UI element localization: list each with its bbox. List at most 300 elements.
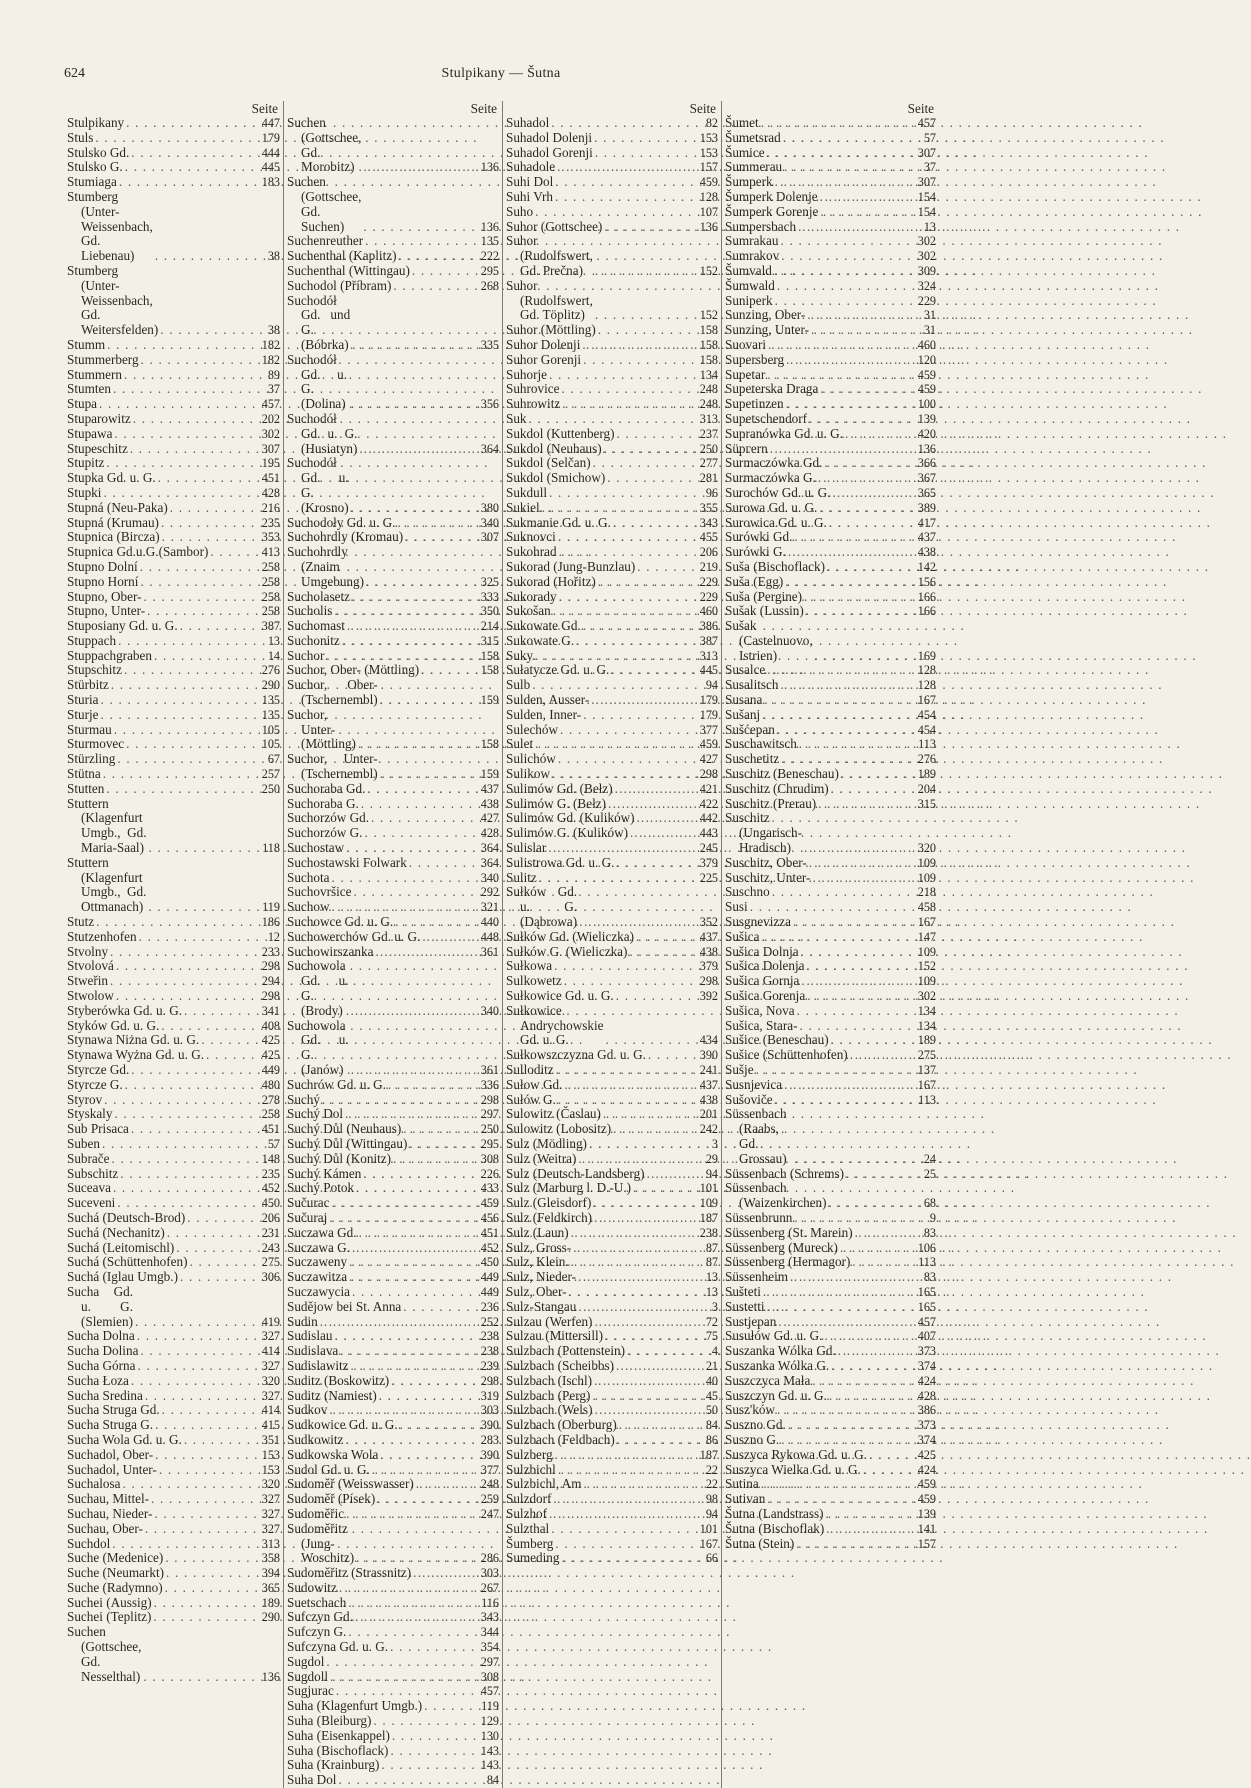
entry-place-name: Suszno Gd. (725, 1417, 786, 1433)
dot-leader (562, 397, 698, 412)
index-entry (725, 678, 936, 693)
entry-page-number: 450 (480, 1255, 499, 1270)
entry-place-name: Sulz (Feldkirch) (506, 1209, 593, 1225)
index-entry (506, 220, 718, 235)
entry-page-number: 343 (699, 515, 718, 530)
entry-page-number: 235 (261, 515, 280, 530)
dot-leader (399, 249, 479, 264)
entry-place-name: Suczaweny (287, 1254, 348, 1270)
entry-place-name: Stynawa Wyżna Gd. u. G. (67, 1047, 205, 1063)
entry-place-name: Stumm (67, 336, 106, 352)
entry-page-number: 248 (699, 382, 718, 397)
entry-page-number: 153 (699, 130, 718, 145)
index-entry (67, 1537, 280, 1552)
entry-place-name: Sutina (725, 1476, 759, 1492)
dot-leader (846, 1167, 922, 1182)
entry-page-number: 248 (480, 1477, 499, 1492)
entry-place-name: Stutzenhofen (67, 928, 137, 944)
dot-leader (326, 649, 478, 664)
dot-leader (831, 1033, 916, 1048)
dot-leader (555, 1537, 697, 1552)
index-entry (287, 885, 499, 900)
dot-leader (559, 590, 698, 605)
entry-place-name: Stynawa Niżna Gd. u. G. (67, 1032, 200, 1048)
entry-place-name: Stupschitz (67, 662, 122, 678)
entry-place-name: Styków Gd. u. G. (67, 1017, 160, 1033)
dot-leader (372, 1463, 479, 1478)
entry-page-number: 307 (480, 530, 499, 545)
entry-place-name: Suetschach (287, 1594, 347, 1610)
entry-place-name: Subschitz (67, 1165, 119, 1181)
index-entry (67, 1581, 280, 1596)
entry-page-number: 214 (480, 619, 499, 634)
entry-place-name: Sułków Gd. u. G. (Dąbrowa) (506, 884, 578, 930)
index-entry (725, 442, 936, 457)
index-entry (287, 1684, 499, 1699)
dot-leader (852, 1255, 916, 1270)
dot-leader (790, 1270, 922, 1285)
entry-page-number: 86 (705, 1432, 718, 1447)
dot-leader (564, 974, 698, 989)
index-entry (287, 1714, 499, 1729)
index-entry (287, 945, 499, 960)
dot-leader (379, 1389, 479, 1404)
index-entry (725, 1374, 936, 1389)
entry-page-number: 252 (480, 1314, 499, 1329)
entry-place-name: Sudkov (287, 1402, 328, 1418)
dot-leader (829, 1196, 922, 1211)
entry-place-name: Sutivan (725, 1491, 766, 1507)
dot-leader (558, 752, 698, 767)
index-entry (725, 974, 936, 989)
index-entry (506, 752, 718, 767)
entry-place-name: Sulz, Klein. (506, 1254, 569, 1270)
entry-page-number: 67 (267, 752, 280, 767)
index-entry (506, 1255, 718, 1270)
entry-page-number: 428 (261, 485, 280, 500)
dot-leader (155, 1418, 260, 1433)
entry-page-number: 303 (480, 1403, 499, 1418)
dot-leader (794, 1211, 928, 1226)
index-entry (506, 959, 718, 974)
entry-page-number: 50 (705, 1403, 718, 1418)
entry-place-name: Suhadol Gorenji (506, 144, 593, 160)
entry-page-number: 235 (261, 1166, 280, 1181)
index-entry (506, 353, 718, 368)
dot-leader (403, 1300, 478, 1315)
entry-page-number: 408 (261, 1018, 280, 1033)
entry-place-name: Suchalosa (67, 1476, 121, 1492)
entry-page-number: 340 (480, 870, 499, 885)
entry-place-name: Sulimów G. (Kulików) (506, 825, 628, 841)
dot-leader (819, 501, 915, 516)
index-entry (67, 767, 280, 782)
entry-page-number: 307 (261, 441, 280, 456)
entry-place-name: Sucha Struga G. (67, 1417, 154, 1433)
index-entry (287, 841, 499, 856)
entry-page-number: 459 (699, 737, 718, 752)
dot-leader (775, 1093, 917, 1108)
entry-place-name: Sturmovec (67, 736, 125, 752)
entry-page-number: 183 (261, 175, 280, 190)
entry-page-number: 113 (918, 1092, 936, 1107)
dot-leader (162, 1403, 260, 1418)
entry-place-name: Šumperk Dolenje (725, 188, 818, 204)
index-entry (287, 1773, 499, 1788)
dot-leader (812, 871, 915, 886)
entry-place-name: Šumvald (725, 262, 772, 278)
dot-leader (583, 353, 698, 368)
entry-page-number: 259 (480, 1492, 499, 1507)
entry-place-name: Styrcze G. (67, 1076, 123, 1092)
dot-leader (330, 1670, 479, 1685)
index-entry (67, 575, 280, 590)
index-entry (725, 1389, 936, 1404)
entry-place-name: Sukošan (506, 603, 551, 619)
dot-leader (114, 1107, 259, 1122)
entry-place-name: Suchorzów Gd. (287, 810, 370, 826)
entry-page-number: 427 (699, 752, 718, 767)
page-header (64, 66, 938, 90)
entry-page-number: 444 (261, 145, 280, 160)
column-heading: Seite (689, 101, 716, 116)
entry-page-number: 139 (917, 411, 936, 426)
dot-leader (785, 575, 915, 590)
index-entry (287, 930, 499, 945)
index-entry (67, 190, 280, 264)
index-entry (67, 1048, 280, 1063)
entry-place-name: Sufczyn Gd. (287, 1609, 353, 1625)
dot-leader (340, 1344, 478, 1359)
entry-page-number: 366 (917, 456, 936, 471)
dot-leader (96, 915, 260, 930)
entry-page-number: 159 (480, 767, 499, 782)
dot-leader (598, 323, 698, 338)
index-entry (725, 1093, 936, 1108)
index-entry (725, 1507, 936, 1522)
entry-page-number: 292 (480, 885, 499, 900)
entry-place-name: Sumeding (506, 1550, 560, 1566)
dot-leader (613, 516, 698, 531)
entry-place-name: Susi (725, 899, 748, 915)
dot-leader (148, 900, 260, 915)
entry-place-name: Suhor (Möttling) (506, 322, 596, 338)
entry-place-name: Suhor (Rudolfswert, Gd. Töplitz) (506, 277, 593, 323)
entry-place-name: Sukiel (506, 499, 540, 515)
index-entry (506, 930, 718, 945)
index-entry (287, 1507, 499, 1522)
dot-leader (800, 1019, 916, 1034)
index-entry (725, 1226, 936, 1241)
index-entry (67, 516, 280, 531)
index-entry (287, 1137, 499, 1152)
dot-leader (363, 160, 478, 175)
entry-place-name: Suschitz (Prerau) (725, 795, 817, 811)
dot-leader (556, 1063, 698, 1078)
entry-place-name: Stuppach (67, 632, 117, 648)
index-entry (725, 190, 936, 205)
entry-place-name: Stupno, Unter- (67, 603, 146, 619)
dot-leader (604, 442, 698, 457)
entry-place-name: Stulpikany (67, 115, 125, 130)
entry-page-number: 303 (480, 1566, 499, 1581)
entry-place-name: Stürbitz (67, 677, 109, 693)
index-entry (506, 708, 718, 723)
index-entry (287, 1093, 499, 1108)
entry-place-name: Sugjurac (287, 1683, 334, 1699)
index-entry (287, 1492, 499, 1507)
entry-page-number: 353 (261, 530, 280, 545)
dot-leader (780, 234, 915, 249)
entry-page-number: 365 (917, 485, 936, 500)
dot-leader (373, 1714, 478, 1729)
entry-page-number: 258 (261, 604, 280, 619)
dot-leader (850, 1048, 916, 1063)
dot-leader (578, 1270, 704, 1285)
dot-leader (555, 190, 698, 205)
dot-leader (322, 1093, 479, 1108)
entry-page-number: 442 (699, 811, 718, 826)
entry-page-number: 392 (699, 989, 718, 1004)
entry-place-name: Stumberg (Unter-Weissenbach, Gd. Weitersfelden) (67, 262, 159, 338)
dot-leader (840, 1241, 916, 1256)
index-entry (67, 782, 280, 797)
entry-place-name: Stupeschitz (67, 440, 128, 456)
index-entry (67, 1019, 280, 1034)
entry-place-name: Suchá (Iglau Umgb.) (67, 1269, 178, 1285)
entry-place-name: Sulzberg (506, 1446, 553, 1462)
entry-page-number: 407 (917, 1329, 936, 1344)
dot-leader (801, 974, 915, 989)
entry-place-name: Suhadol Dolenji (506, 129, 593, 145)
dot-leader (762, 708, 916, 723)
dot-leader (165, 1581, 260, 1596)
entry-page-number: 367 (917, 471, 936, 486)
index-entry (287, 1255, 499, 1270)
entry-place-name: Suschitz, Unter- (725, 869, 811, 885)
index-entry (67, 1152, 280, 1167)
entry-page-number: 374 (917, 1432, 936, 1447)
entry-page-number: 72 (705, 1314, 718, 1329)
entry-place-name: Suchdol (67, 1535, 111, 1551)
dot-leader (137, 1359, 259, 1374)
entry-place-name: Sušje (725, 1062, 754, 1077)
entry-place-name: Sunzing, Unter- (725, 322, 809, 338)
entry-place-name: Sufczyn G. (287, 1624, 347, 1640)
dot-leader (608, 797, 698, 812)
index-entry (287, 1655, 499, 1670)
index-entry (506, 1359, 718, 1374)
entry-page-number: 45 (705, 1388, 718, 1403)
entry-place-name: Sulzbach (Ischl) (506, 1372, 593, 1388)
dot-leader (818, 797, 916, 812)
index-entry (67, 1255, 280, 1270)
entry-place-name: Suchovršice (287, 884, 352, 900)
index-entry (67, 1625, 280, 1684)
entry-page-number: 156 (917, 574, 936, 589)
entry-page-number: 82 (705, 116, 718, 130)
entry-place-name: Sulzbach (Scheibbs) (506, 1357, 615, 1373)
entry-place-name: Suchor, Ober- (Möttling) (287, 662, 420, 678)
index-entry (506, 1063, 718, 1078)
entry-place-name: Suha (Bleiburg) (287, 1713, 372, 1729)
dot-leader (561, 1551, 703, 1566)
entry-place-name: Susułów Gd. u. G. (725, 1328, 823, 1344)
dot-leader (421, 663, 479, 678)
index-entry (287, 294, 499, 353)
entry-page-number: 325 (480, 574, 499, 589)
entry-place-name: Stulsko G. (67, 159, 123, 175)
entry-place-name: Susz'ków (725, 1402, 776, 1418)
index-entry (67, 737, 280, 752)
entry-page-number: 94 (705, 1166, 718, 1181)
index-column-2 (283, 101, 502, 1788)
entry-place-name: Sulet (506, 736, 534, 752)
entry-page-number: 167 (917, 915, 936, 930)
entry-page-number: 302 (261, 426, 280, 441)
entry-page-number: 231 (261, 1225, 280, 1240)
entry-place-name: Sucha Dolina (67, 1343, 139, 1359)
index-entry (287, 1566, 499, 1581)
dot-leader (630, 826, 698, 841)
dot-leader (569, 1285, 704, 1300)
entry-page-number: 158 (699, 323, 718, 338)
entry-page-number: 327 (261, 1492, 280, 1507)
entry-page-number: 154 (917, 189, 936, 204)
dot-leader (106, 456, 259, 471)
index-entry (506, 501, 718, 516)
dot-leader (153, 1610, 259, 1625)
entry-place-name: Sułów G. (506, 1091, 556, 1107)
entry-place-name: Sušice (Schüttenhofen) (725, 1047, 848, 1063)
entry-page-number: 238 (699, 1225, 718, 1240)
entry-page-number: 302 (917, 249, 936, 264)
entry-page-number: 195 (261, 456, 280, 471)
entry-place-name: Sušica Gorenja (725, 988, 806, 1004)
entry-place-name: Sulden, Ausser- (506, 692, 590, 708)
entry-place-name: Suchenthal (Kaplitz) (287, 248, 397, 264)
entry-place-name: Sturje (67, 706, 99, 722)
entry-place-name: Stupná (Neu-Paka) (67, 499, 168, 515)
entry-page-number: 438 (917, 545, 936, 560)
dot-leader (358, 737, 479, 752)
dot-leader (131, 1122, 260, 1137)
entry-page-number: 25 (923, 1166, 936, 1181)
entry-page-number: 118 (262, 841, 280, 856)
index-entry (725, 530, 936, 545)
dot-leader (768, 338, 916, 353)
index-entry (725, 146, 936, 161)
index-entry (287, 1670, 499, 1685)
entry-page-number: 308 (480, 1669, 499, 1684)
entry-page-number: 204 (917, 781, 936, 796)
dot-leader (422, 930, 478, 945)
index-entry (67, 1566, 280, 1581)
entry-page-number: 425 (261, 1033, 280, 1048)
index-entry (506, 885, 718, 929)
dot-leader (756, 1063, 916, 1078)
dot-leader (594, 1403, 703, 1418)
dot-leader (103, 486, 259, 501)
entry-place-name: Sulechów (506, 721, 559, 737)
entry-place-name: Surochów Gd. u. G. (725, 484, 831, 500)
index-entry (506, 1004, 718, 1048)
index-entry (506, 1196, 718, 1211)
index-entry (506, 634, 718, 649)
entry-place-name: Suczawitza (287, 1269, 348, 1285)
entry-place-name: Susalce (725, 662, 766, 678)
entry-place-name: Styrov (67, 1091, 103, 1107)
index-entry (287, 649, 499, 664)
index-entry (725, 693, 936, 708)
index-entry (287, 116, 499, 175)
index-entry (67, 1433, 280, 1448)
entry-place-name: Sulistrowa Gd. u. G. (506, 854, 615, 870)
index-entry (67, 945, 280, 960)
entry-page-number: 459 (917, 1477, 936, 1492)
dot-leader (120, 1167, 259, 1182)
index-entry (67, 560, 280, 575)
index-entry (725, 1167, 936, 1182)
dot-leader (345, 1107, 479, 1122)
entry-place-name: Stumten (67, 381, 111, 397)
index-entry (725, 915, 936, 930)
entry-place-name: Stuppachgraben (67, 647, 152, 663)
dot-leader (529, 412, 698, 427)
index-entry (725, 234, 936, 249)
entry-page-number: 415 (261, 1418, 280, 1433)
index-entry (67, 663, 280, 678)
entry-place-name: Stuparowitz (67, 410, 131, 426)
entry-place-name: Stwolow (67, 988, 114, 1004)
index-column-4 (721, 101, 939, 1788)
index-entry (725, 560, 936, 575)
dot-leader (807, 989, 916, 1004)
entry-page-number: 141 (917, 1521, 936, 1536)
entry-page-number: 451 (261, 1122, 280, 1137)
entry-place-name: Suša (Egg) (725, 573, 784, 589)
entry-page-number: 433 (480, 1181, 499, 1196)
entry-page-number: 134 (917, 1003, 936, 1018)
index-entry (725, 131, 936, 146)
dot-leader (359, 442, 478, 457)
entry-page-number: 83 (923, 1270, 936, 1285)
entry-page-number: 119 (262, 900, 280, 915)
dot-leader (786, 397, 916, 412)
entry-place-name: Suceava (67, 1180, 111, 1196)
entry-page-number: 419 (261, 1314, 280, 1329)
dot-leader (781, 1433, 916, 1448)
index-entry (725, 856, 936, 871)
entry-place-name: Šumwald (725, 277, 775, 293)
entry-place-name: Suchý Důl (Neuhaus) (287, 1121, 402, 1137)
dot-leader (863, 1463, 916, 1478)
index-entry (287, 619, 499, 634)
entry-place-name: Supetinzen (725, 396, 784, 412)
dot-leader (329, 1403, 478, 1418)
entry-page-number: 302 (917, 989, 936, 1004)
dot-leader (593, 456, 698, 471)
entry-page-number: 298 (480, 1373, 499, 1388)
entry-place-name: Sukorad (Hořitz) (506, 573, 596, 589)
dot-leader (573, 1241, 704, 1256)
entry-page-number: 450 (261, 1196, 280, 1211)
dot-leader (555, 1448, 698, 1463)
entry-page-number: 129 (480, 1714, 499, 1729)
entry-page-number: 136 (699, 219, 718, 234)
entry-page-number: 84 (705, 1418, 718, 1433)
index-entry (725, 619, 936, 663)
